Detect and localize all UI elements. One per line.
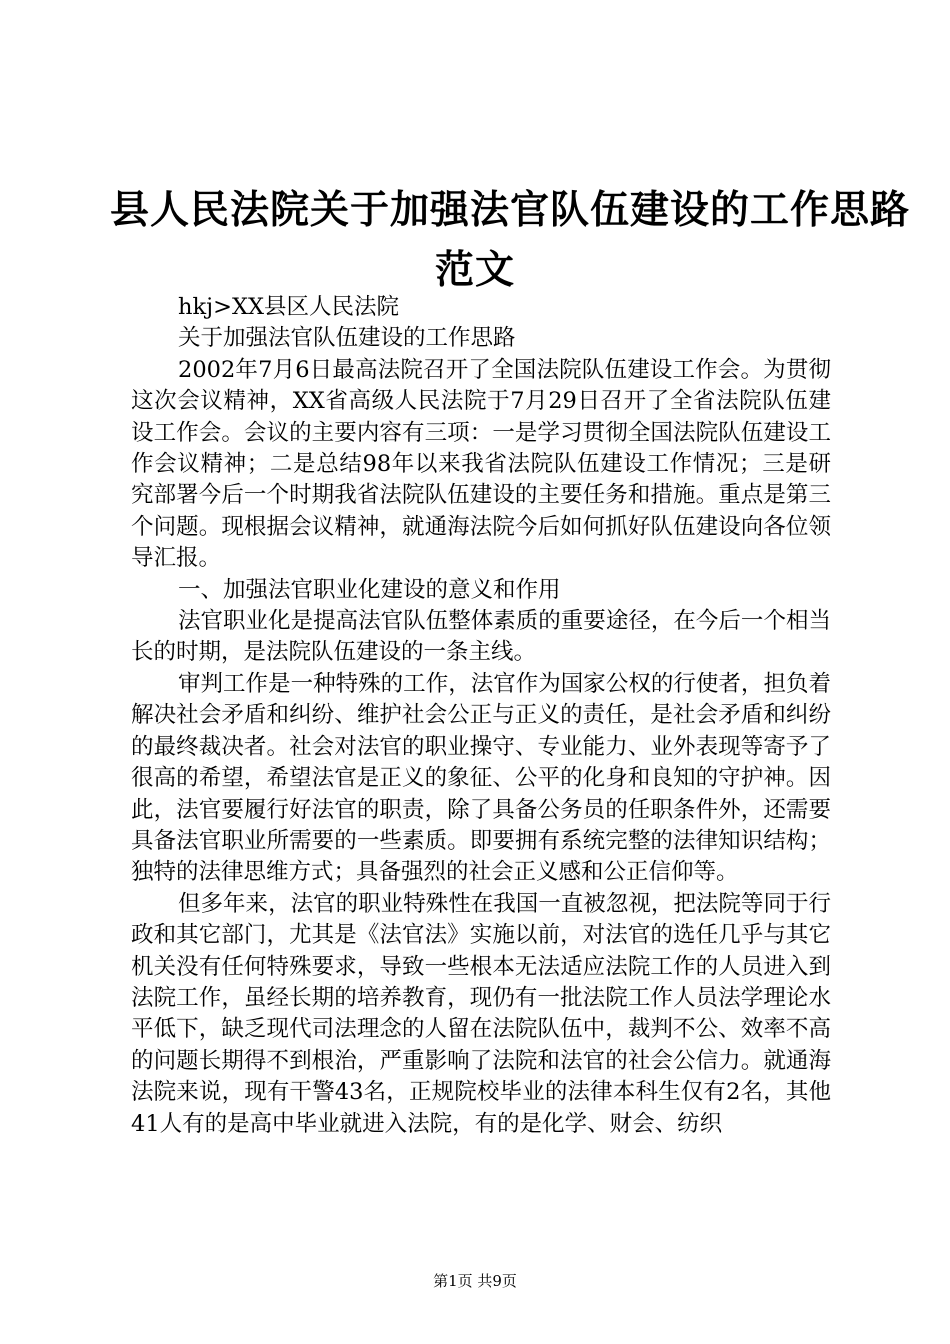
page-footer: 第1页 共9页 — [433, 1272, 517, 1290]
paragraph-professionalization: 法官职业化是提高法官队伍整体素质的重要途径，在今后一个相当长的时期，是法院队伍建设的一条主线。 — [131, 608, 831, 666]
paragraph-court-name: hkj>XX县区人民法院 — [178, 294, 399, 320]
paragraph-history: 但多年来，法官的职业特殊性在我国一直被忽视，把法院等同于行政和其它部门，尤其是《法官法》实施以前，对法官的选任几乎与其它机关没有任何特殊要求，导致一些根本无法适应法院工作的人员进入到法院工作，虽经长期的培养教育，现仍有一批法院工作人员法学理论水平低下，缺乏现代司法理念的人留在法院队伍中，裁判不公、效率不高的问题长期得不到根治，严重影响了法院和法官的社会公信力。就通海法院来说，现有干警43名，正规院校毕业的法律本科生仅有2名，其他41人有的是高中毕业就进入法院，有的是化学、财会、纺织 — [131, 890, 831, 1137]
paragraph-subtitle: 关于加强法官队伍建设的工作思路 — [178, 325, 516, 352]
section-heading: 一、加强法官职业化建设的意义和作用 — [178, 576, 561, 603]
document-body — [131, 292, 831, 1140]
document-title-line2: 范文 — [434, 247, 515, 293]
paragraph-intro: 2002年7月6日最高法院召开了全国法院队伍建设工作会。为贯彻这次会议精神，XX省高级人民法院于7月29日召开了全省法院队伍建设工作会。会议的主要内容有三项：一是学习贯彻全国法院队伍建设工作会议精神；二是总结98年以来我省法院队伍建设工作情况；三是研究部署今后一个时期我省法院队伍建设的主要任务和措施。重点是第三个问题。现根据会议精神，就通海法院今后如何抓好队伍建设向各位领导汇报。 — [131, 356, 831, 572]
paragraph-trial-work: 审判工作是一种特殊的工作，法官作为国家公权的行使者，担负着解决社会矛盾和纠纷、维护社会公正与正义的责任，是社会矛盾和纠纷的最终裁决者。社会对法官的职业操守、专业能力、业外表现等寄予了很高的希望，希望法官是正义的象征、公平的化身和良知的守护神。因此，法官要履行好法官的职责，除了具备公务员的任职条件外，还需要具备法官职业所需要的一些素质。即要拥有系统完整的法律知识结构；独特的法律思维方式；具备强烈的社会正义感和公正信仰等。 — [131, 670, 831, 886]
document-title-line1: 县人民法院关于加强法官队伍建设的工作思路 — [110, 187, 911, 233]
